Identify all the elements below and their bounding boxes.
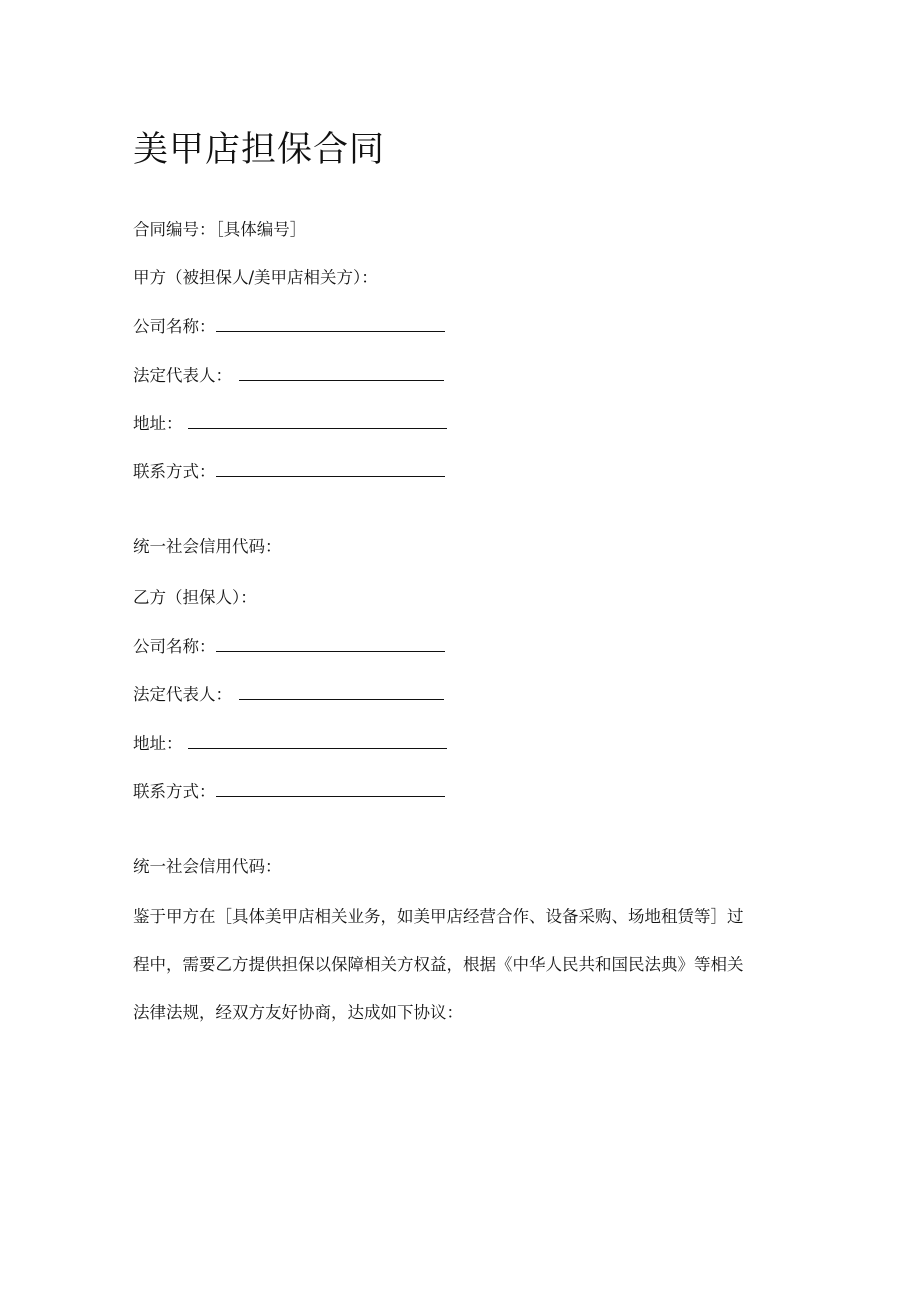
party-a-credit-code-label: 统一社会信用代码： bbox=[133, 537, 282, 556]
party-b-heading bbox=[133, 586, 257, 610]
party-a-credit-code-line bbox=[133, 535, 282, 559]
preamble-line-3: 法律法规，经双方友好协商，达成如下协议： bbox=[133, 1003, 463, 1022]
party-b-address-line bbox=[133, 731, 447, 756]
party-b-credit-code-line bbox=[133, 855, 282, 879]
party-b-contact-blank[interactable] bbox=[216, 779, 445, 797]
party-b-company-line bbox=[133, 634, 445, 659]
party-b-legal-rep-blank[interactable] bbox=[239, 682, 444, 700]
party-b-contact-line bbox=[133, 779, 445, 804]
contract-number-label: 合同编号：［具体编号］ bbox=[133, 220, 307, 239]
party-b-contact-label: 联系方式： bbox=[133, 782, 216, 801]
party-a-contact-blank[interactable] bbox=[216, 459, 445, 477]
party-b-address-blank[interactable] bbox=[188, 731, 447, 749]
party-a-legal-rep-label: 法定代表人： bbox=[133, 366, 232, 385]
contract-number-line bbox=[133, 218, 306, 242]
party-a-heading-text: 甲方（被担保人/美甲店相关方）： bbox=[133, 268, 378, 287]
party-b-legal-rep-line bbox=[133, 682, 444, 707]
party-b-address-label: 地址： bbox=[133, 734, 183, 753]
party-a-address-line bbox=[133, 411, 447, 436]
party-a-address-label: 地址： bbox=[133, 414, 183, 433]
party-b-credit-code-label: 统一社会信用代码： bbox=[133, 857, 282, 876]
party-a-legal-rep-line bbox=[133, 363, 444, 388]
document-title: 美甲店担保合同 bbox=[133, 130, 386, 170]
party-a-company-label: 公司名称： bbox=[133, 317, 216, 336]
party-b-heading-text: 乙方（担保人）： bbox=[133, 588, 257, 607]
party-a-address-blank[interactable] bbox=[188, 411, 447, 429]
party-a-contact-label: 联系方式： bbox=[133, 462, 216, 481]
party-b-legal-rep-label: 法定代表人： bbox=[133, 685, 232, 704]
party-b-company-label: 公司名称： bbox=[133, 637, 216, 656]
party-a-heading bbox=[133, 266, 378, 290]
party-a-company-line bbox=[133, 314, 445, 339]
preamble-paragraph bbox=[133, 893, 773, 1037]
party-a-contact-line bbox=[133, 459, 445, 484]
preamble-line-2: 程中，需要乙方提供担保以保障相关方权益，根据《中华人民共和国民法典》等相关 bbox=[133, 955, 744, 974]
party-b-company-blank[interactable] bbox=[216, 634, 445, 652]
preamble-line-1: 鉴于甲方在［具体美甲店相关业务，如美甲店经营合作、设备采购、场地租赁等］过 bbox=[133, 907, 744, 926]
party-a-legal-rep-blank[interactable] bbox=[239, 363, 444, 381]
party-a-company-blank[interactable] bbox=[216, 314, 445, 332]
